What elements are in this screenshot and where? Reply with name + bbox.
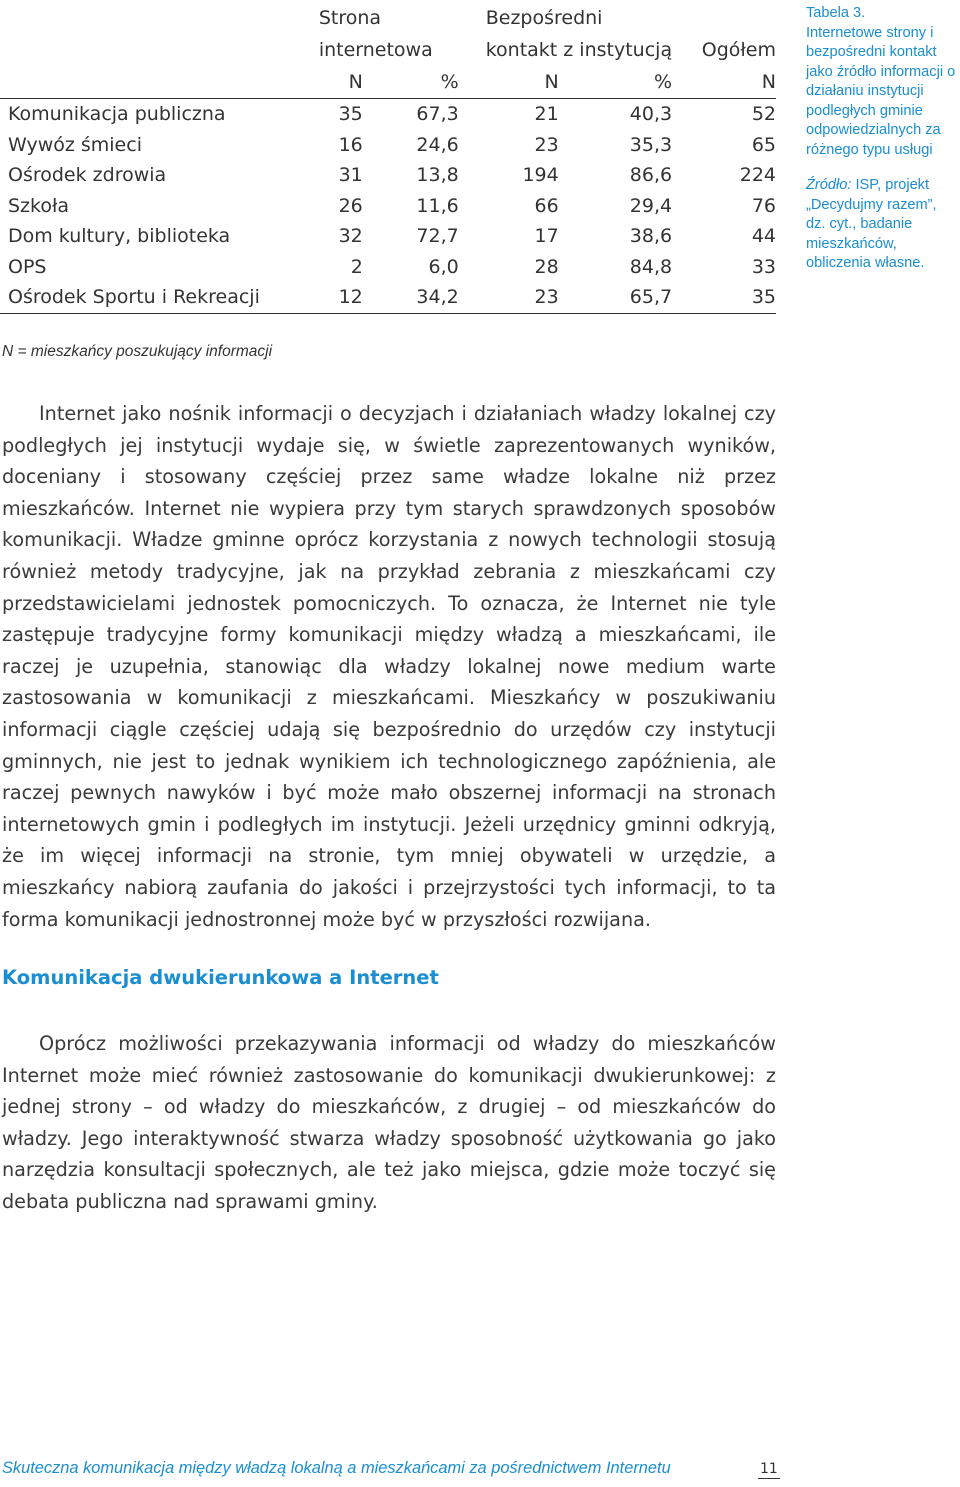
cell-total-n: 52 [751,103,776,125]
cell-total-n: 35 [672,282,776,313]
cell-direct-n: 17 [534,225,559,247]
subheader-total-n: N [672,66,776,99]
cell-direct-n: 21 [534,103,559,125]
cell-web-n: 31 [338,164,363,186]
cell-web-n: 2 [350,255,363,278]
cell-direct-pct: 35,3 [629,133,673,156]
table-row [0,99,776,130]
cell-direct-pct: 29,4 [629,194,673,217]
cell-web-n: 32 [338,225,363,247]
subheader-direct-pct: % [559,66,672,99]
cell-web-n: 12 [313,282,363,313]
cell-direct-pct: 40,3 [629,103,673,125]
cell-direct-n: 23 [534,133,559,156]
subheader-web-n: N [313,66,363,99]
cell-direct-pct: 65,7 [559,282,672,313]
cell-total-n: 224 [739,164,776,186]
cell-web-pct: 67,3 [416,103,459,125]
header-empty [672,0,776,34]
cell-total-n: 44 [751,225,776,247]
caption-title: Tabela 3. [806,5,866,21]
caption-source-label: Źródło: [806,177,852,193]
cell-direct-pct: 86,6 [629,164,673,186]
row-label: Ośrodek Sportu i Rekreacji [0,282,313,313]
row-label: Dom kultury, biblioteka [8,225,231,247]
body-paragraph-1: Internet jako nośnik informacji o decyzjach i działaniach władzy lokalnej czy podległych jej instytucji wydaje się, w świetle zaprezentowanych wyników, doceniany i stosowany częściej przez same władze lokalne niż przez mieszkańców. Internet nie wypiera przy tym starych sprawdzonych sposobów komunikacji. Władze gminne oprócz korzystania z nowych technologii stosują również metody tradycyjne, jak na przykład zebrania z mieszkańcami czy przedstawicielami jednostek pomocniczych. To oznacza, że Internet nie tyle zastępuje tradycyjne formy komunikacji między władzą a mieszkańcami, ile raczej je uzupełnia, stanowiąc dla władzy lokalnej nowe medium warte zastosowania w komunikacji z mieszkańcami. Mieszkańcy w poszukiwaniu informacji ciągle częściej udają się bezpośrednio do urzędów czy instytucji gminnych, nie jest to jednak wynikiem ich technologicznego zapóźnienia, ale raczej pewnych nawyków i być może mało obszernej informacji na stronach internetowych gmin i podległych im instytucji. Jeżeli urzędnicy gminni odkryją, że im więcej informacji na stronie, tym mniej obywateli w urzędzie, a mieszkańcy nabiorą zaufania do jakości i przejrzystości tych informacji, to ta forma komunikacji jednostronnej może być w przyszłości rozwijana. [2,402,776,931]
row-label: Ośrodek zdrowia [8,164,167,186]
caption-source [806,176,960,274]
row-label: Szkoła [8,194,70,217]
cell-web-pct: 6,0 [428,255,459,278]
page-number: 11 [760,1461,778,1477]
cell-web-pct: 34,2 [363,282,459,313]
table-caption [806,4,960,274]
table-note: N = mieszkańcy poszukujący informacji [2,343,273,360]
header-website-line2: internetowa [318,39,433,61]
cell-web-pct: 24,6 [416,133,459,156]
row-label: Komunikacja publiczna [8,103,226,125]
cell-web-pct: 11,6 [416,194,459,217]
cell-web-n: 16 [338,133,363,156]
header-website-line1: Strona [318,7,382,29]
cell-direct-n: 66 [534,194,559,217]
cell-direct-pct: 84,8 [629,255,673,278]
cell-direct-n: 28 [534,255,559,278]
cell-total-n: 76 [751,194,776,217]
header-empty [0,66,313,99]
data-table [0,0,776,314]
cell-total-n: 65 [751,133,776,156]
table-group-header-row-2 [0,34,776,66]
subheader-direct-n: N [459,66,559,99]
header-empty [0,0,313,34]
caption-description: Internetowe strony i bezpośredni kontakt jako źródło informacji o działaniu instytucji podległych gminie odpowiedzialnych za różnego typu usługi [806,24,956,158]
table-row [0,252,776,283]
header-empty [0,34,313,66]
table-row [0,191,776,222]
cell-web-n: 35 [338,103,363,125]
header-total: Ogółem [701,39,776,61]
body-paragraph-2: Oprócz możliwości przekazywania informacji od władzy do mieszkańców Internet może mieć również zastosowanie do komunikacji dwukierunkowej: z jednej strony – od władzy do mieszkańców, z drugiej – od mieszkańców do władzy. Jego interaktywność stwarza władzy sposobność użytkowania go jako narzędzia konsultacji społecznych, ale też jako miejsca, gdzie może toczyć się debata publiczna nad sprawami gminy. [2,1032,776,1213]
table-row [0,130,776,161]
running-footer-title: Skuteczna komunikacja między władzą lokalną a mieszkańcami za pośrednictwem Internetu [2,1459,671,1477]
cell-direct-n: 23 [459,282,559,313]
table-row [0,282,776,313]
row-label: Wywóz śmieci [8,133,142,156]
table-sub-header-row [0,66,776,99]
cell-web-pct: 13,8 [416,164,459,186]
header-direct-line2: kontakt z instytucją [485,39,673,61]
table-row [0,221,776,252]
table-row [0,160,776,191]
caption-source-text: ISP, projekt „Decydujmy razem”, dz. cyt., badanie mieszkańców, obliczenia własne. [806,177,937,271]
cell-total-n: 33 [751,255,776,278]
row-label: OPS [8,255,47,278]
subheader-web-pct: % [363,66,459,99]
table-group-header-row-1 [0,0,776,34]
header-direct-line1: Bezpośredni [485,7,603,29]
cell-direct-n: 194 [522,164,559,186]
section-heading: Komunikacja dwukierunkowa a Internet [2,966,439,989]
cell-web-n: 26 [338,194,363,217]
cell-direct-pct: 38,6 [629,225,673,247]
cell-web-pct: 72,7 [416,225,459,247]
